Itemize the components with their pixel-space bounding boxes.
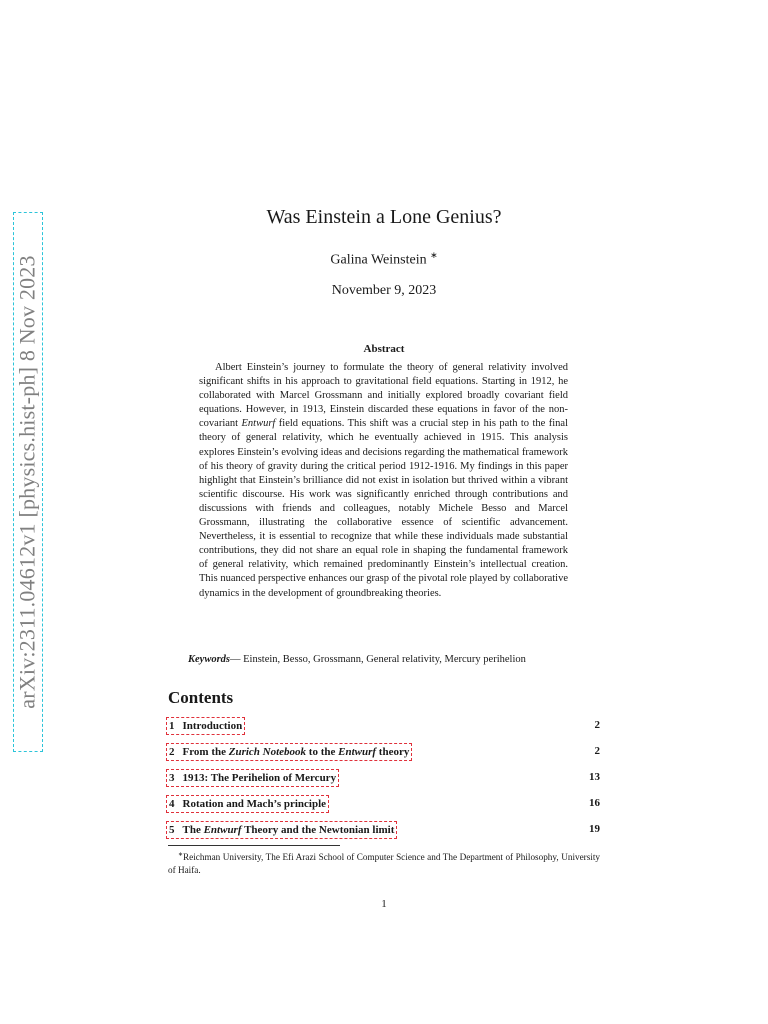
toc-entry-page: 2: [594, 745, 600, 757]
arxiv-identifier-stamp[interactable]: [13, 212, 43, 752]
toc-entry-title-part: Entwurf: [338, 746, 377, 758]
toc-entry: [166, 795, 600, 821]
toc-entry-number: 3: [169, 772, 175, 784]
toc-entry-title-part: Zurich Notebook: [228, 746, 307, 758]
toc-entry: [166, 821, 600, 847]
toc-entry-link[interactable]: [166, 821, 397, 839]
toc-entry-title-part: Entwurf: [203, 824, 242, 836]
paper-author: [168, 250, 600, 269]
toc-entry-number: 4: [169, 798, 175, 810]
toc-entry: [166, 717, 600, 743]
keywords-text: — Einstein, Besso, Grossmann, General relativity, Mercury perihelion: [230, 654, 526, 665]
footnote-divider: [168, 845, 340, 846]
author-name: Galina Weinstein: [330, 252, 427, 268]
toc-entry-link[interactable]: [166, 795, 329, 813]
paper-title: Was Einstein a Lone Genius?: [266, 206, 502, 228]
footnote-mark: ∗: [178, 852, 184, 858]
abstract-heading: Abstract: [363, 343, 405, 355]
toc-entry-title-part: The: [182, 824, 204, 836]
toc-entry-number: 2: [169, 746, 175, 758]
toc-entry-number: 5: [169, 824, 175, 836]
toc-entry-page: 13: [589, 771, 600, 783]
toc-entry-page: 19: [589, 823, 600, 835]
abstract-text-part-2: field equations. This shift was a crucial step in his path to the final theory of general relativity, which he eventually achieved in 1915. This analysis explores Einstein’s evolving ideas and decisions regarding the mathematical framework of his theory of gravity during the critical period 1912-1916. My findings in this paper highlight that Einstein’s brilliance did not exist in isolation but thrived within a vibrant scientific discourse. His work was significantly enriched through contributions and discussions with friends and colleagues, notably Michele Besso and Marcel Grossmann, illustrating the collaborative essence of scientific advancement. Nevertheless, it is essential to recognize that while these individuals made substantial contributions, they did not share an equal role in shaping the fundamental framework of general relativity, which remained predominantly Einstein’s intellectual creation. This nuanced perspective enhances our grasp of the pivotal role played by collaborative dynamics in the development of groundbreaking theories.: [199, 418, 569, 599]
keywords-line: [188, 654, 608, 665]
table-of-contents: [166, 717, 600, 847]
toc-entry: [166, 769, 600, 795]
toc-entry-link[interactable]: [166, 769, 339, 787]
footnote-text: Reichman University, The Efi Arazi School of Computer Science and The Department of Philosophy, University of Haifa.: [168, 852, 600, 875]
footnote: [168, 849, 600, 876]
toc-entry-title-part: Rotation and Mach’s principle: [182, 798, 327, 810]
toc-entry-title-part: Introduction: [182, 720, 243, 732]
toc-entry-page: 16: [589, 797, 600, 809]
abstract-text-emphasis: Entwurf: [241, 418, 276, 430]
paper-date: November 9, 2023: [331, 283, 437, 298]
toc-entry-title-part: Theory and the Newtonian limit: [241, 824, 395, 836]
toc-entry-title-part: From the: [182, 746, 229, 758]
toc-entry-title-part: 1913: The Perihelion of Mercury: [182, 772, 337, 784]
toc-entry-number: 1: [169, 720, 175, 732]
abstract-body: [199, 361, 568, 601]
author-footnote-mark[interactable]: ∗: [430, 250, 438, 260]
keywords-label: Keywords: [188, 654, 230, 665]
toc-entry: [166, 743, 600, 769]
contents-heading: Contents: [168, 688, 234, 707]
toc-entry-title-part: to the: [306, 746, 339, 758]
toc-entry-page: 2: [594, 719, 600, 731]
abstract-text-part-1: Albert Einstein’s journey to formulate the theory of general relativity involved significant shifts in his approach to gravitational field equations. Starting in 1912, he collaborated with Marcel Grossmann and initially explored broadly covariant field equations. However, in 1913, Einstein discarded these equations in favor of the non-covariant: [199, 362, 568, 430]
toc-entry-link[interactable]: [166, 717, 245, 735]
toc-entry-link[interactable]: [166, 743, 412, 761]
arxiv-identifier-text: arXiv:2311.04612v1 [physics.hist-ph] 8 Nov 2023: [15, 255, 41, 709]
page-number: 1: [381, 898, 387, 910]
toc-entry-title-part: theory: [376, 746, 410, 758]
